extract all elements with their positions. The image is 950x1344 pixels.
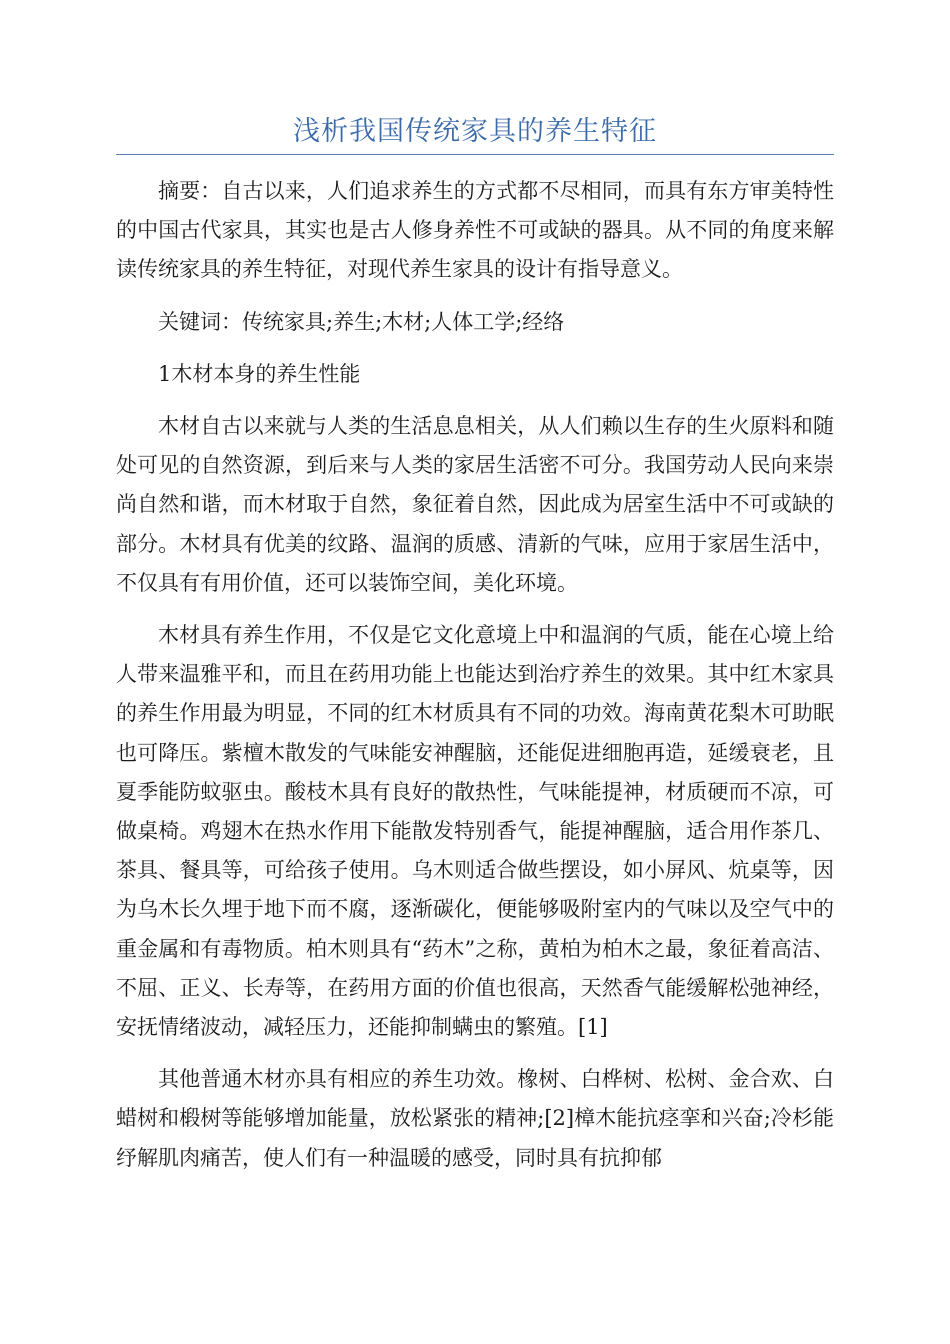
document-title: 浅析我国传统家具的养生特征	[293, 116, 657, 147]
body-paragraph: 其他普通木材亦具有相应的养生功效。橡树、白桦树、松树、金合欢、白蜡树和椴树等能够增加能量，放松紧张的精神;[2]樟木能抗痉挛和兴奋;冷杉能纾解肌肉痛苦，使人们有一种温暖的感受，同时具有抗抑郁	[116, 1067, 834, 1170]
section-heading: 1木材本身的养生性能	[158, 361, 361, 386]
title-underline	[116, 154, 834, 155]
document-body	[116, 172, 834, 1191]
body-paragraph: 木材具有养生作用，不仅是它文化意境上中和温润的气质，能在心境上给人带来温雅平和，而且在药用功能上也能达到治疗养生的效果。其中红木家具的养生作用最为明显，不同的红木材质具有不同的功效。海南黄花梨木可助眠也可降压。紫檀木散发的气味能安神醒脑，还能促进细胞再造，延缓衰老，且夏季能防蚊驱虫。酸枝木具有良好的散热性，气味能提神，材质硬而不凉，可做桌椅。鸡翅木在热水作用下能散发特别香气，能提神醒脑，适合用作茶几、茶具、餐具等，可给孩子使用。乌木则适合做些摆设，如小屏风、炕桌等，因为乌木长久埋于地下而不腐，逐渐碳化，便能够吸附室内的气味以及空气中的重金属和有毒物质。柏木则具有“药木”之称，黄柏为柏木之最，象征着高洁、不屈、正义、长寿等，在药用方面的价值也很高，天然香气能缓解松弛神经，安抚情绪波动，减轻压力，还能抑制螨虫的繁殖。[1]	[116, 623, 834, 1040]
body-paragraph: 木材自古以来就与人类的生活息息相关，从人们赖以生存的生火原料和随处可见的自然资源，到后来与人类的家居生活密不可分。我国劳动人民向来崇尚自然和谐，而木材取于自然，象征着自然，因此成为居室生活中不可或缺的部分。木材具有优美的纹路、温润的质感、清新的气味，应用于家居生活中，不仅具有有用价值，还可以装饰空间，美化环境。	[116, 414, 834, 595]
keywords-line: 关键词：传统家具;养生;木材;人体工学;经络	[158, 309, 565, 334]
abstract-paragraph: 摘要：自古以来，人们追求养生的方式都不尽相同，而具有东方审美特性的中国古代家具，其实也是古人修身养性不可或缺的器具。从不同的角度来解读传统家具的养生特征，对现代养生家具的设计有指导意义。	[116, 179, 834, 282]
